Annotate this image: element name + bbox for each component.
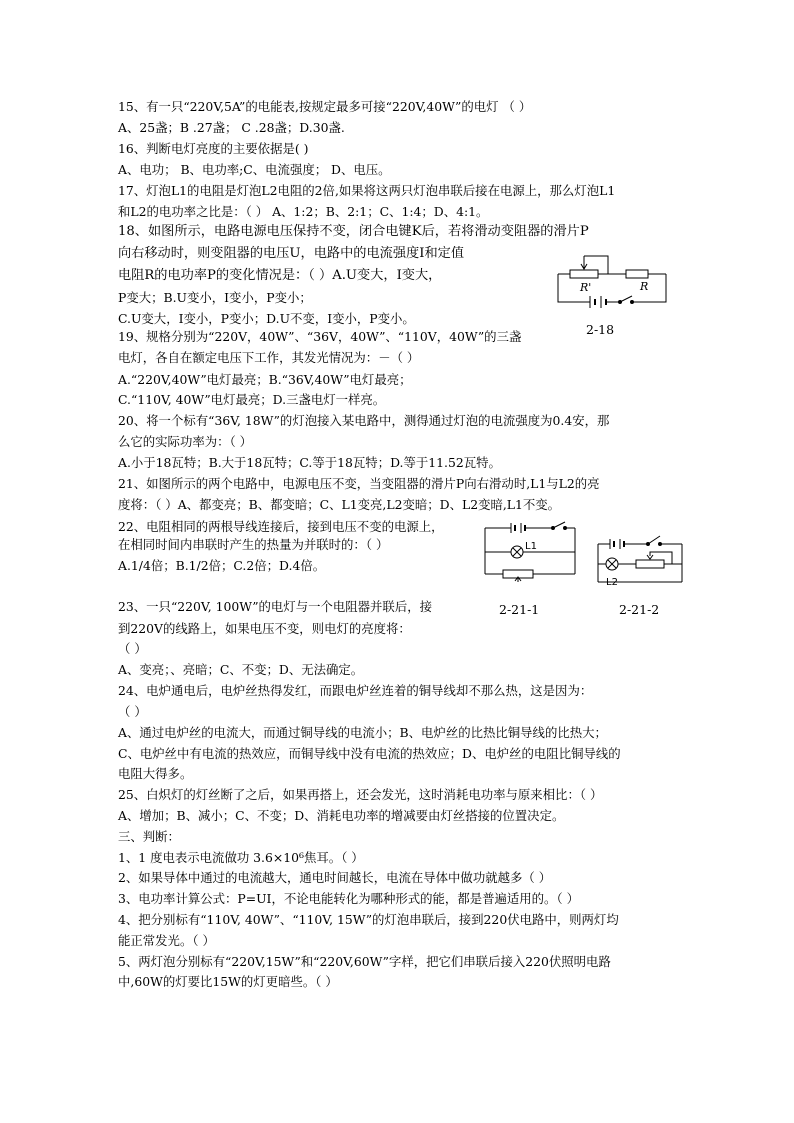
q22-line-1: 22、电阻相同的两根导线连接后，接到电压不变的电源上，	[118, 519, 444, 534]
q23-options: A、变亮；、亮暗；C、不变；D、无法确定。	[118, 662, 364, 677]
section-judgement-heading: 三、判断：	[118, 829, 180, 844]
judge-5-line-1: 5、两灯泡分别标有“220V,15W”和“220V,60W”字样，把它们串联后接入220伏照明电路	[118, 954, 611, 969]
label-r: R	[640, 280, 649, 293]
q23-line-3: （ ）	[118, 641, 147, 656]
circuit-figure-2-18	[548, 252, 676, 316]
q17-line-2: 和L2的电功率之比是：（ ） A、1:2；B、2:1；C、1:4；D、4:1。	[118, 204, 489, 219]
q22-options: A.1/4倍；B.1/2倍；C.2倍；D.4倍。	[118, 558, 326, 573]
figure-caption-2-21-1: 2-21-1	[499, 602, 540, 617]
judge-4-line-2: 能正常发光。（ ）	[118, 933, 215, 948]
label-r-prime: R'	[580, 281, 592, 294]
q20-line-2: 么它的实际功率为：（ ）	[118, 434, 253, 449]
label-l1: L1	[525, 541, 537, 552]
q24-options-2: C、电炉丝中有电流的热效应，而铜导线中没有电流的热效应；D、电炉丝的电阻比铜导线的	[118, 746, 621, 761]
q24-options-1: A、通过电炉丝的电流大，而通过铜导线的电流小；B、电炉丝的比热比铜导线的比热大；	[118, 725, 607, 740]
judge-1: 1、1 度电表示电流做功 3.6×10⁶焦耳。（ ）	[118, 850, 364, 865]
q19-options-2: C.“110V, 40W”电灯最亮；D.三盏电灯一样亮。	[118, 392, 386, 407]
q25-line-1: 25、白炽灯的灯丝断了之后，如果再搭上，还会发光，这时消耗电功率与原来相比：（ ）	[118, 787, 603, 802]
q25-options: A、增加；B、减小；C、不变；D、消耗电功率的增减要由灯丝搭接的位置决定。	[118, 808, 565, 823]
label-l2: L2	[606, 577, 618, 588]
q18-line-3: 电阻R的电功率P的变化情况是：（ ）A.U变大，I变大，	[118, 268, 442, 283]
q15-options: A、25盏；B .27盏； C .28盏；D.30盏.	[118, 120, 345, 135]
q19-options-1: A.“220V,40W”电灯最亮；B.“36V,40W”电灯最亮；	[118, 372, 412, 387]
q24-line-1: 24、电炉通电后，电炉丝热得发红，而跟电炉丝连着的铜导线却不那么热，这是因为：	[118, 683, 593, 698]
circuit-figure-2-21-1	[481, 520, 579, 584]
q18-line-4: P变大；B.U变小，I变小，P变小；	[118, 290, 312, 305]
circuit-2-21-2-diagram	[592, 528, 686, 598]
q18-line-5: C.U变大，I变小，P变小；D.U不变，I变小，P变小。	[118, 311, 415, 326]
q23-line-1: 23、一只“220V, 100W”的电灯与一个电阻器并联后，接	[118, 599, 432, 614]
q17-line-1: 17、灯泡L1的电阻是灯泡L2电阻的2倍,如果将这两只灯泡串联后接在电源上，那么灯泡L1	[118, 183, 616, 198]
judge-4-line-1: 4、把分别标有“110V, 40W”、“110V, 15W”的灯泡串联后，接到220伏电路中，则两灯均	[118, 912, 619, 927]
circuit-figure-2-21-2	[592, 528, 686, 598]
q20-line-1: 20、将一个标有“36V, 18W”的灯泡接入某电路中，测得通过灯泡的电流强度为0.4安，那	[118, 413, 610, 428]
figure-caption-2-18: 2-18	[586, 322, 615, 337]
q24-options-3: 电阻大得多。	[118, 766, 193, 781]
q18-line-2: 向右移动时，则变阻器的电压U，电路中的电流强度I和定值	[118, 246, 465, 261]
q19-line-2: 电灯，各自在额定电压下工作，其发光情况为：－（ ）	[118, 350, 420, 365]
q18-line-1: 18、如图所示，电路电源电压保持不变，闭合电键K后，若将滑动变阻器的滑片P	[118, 224, 589, 239]
q19-line-1: 19、规格分别为“220V，40W”、“36V，40W”、“110V，40W”的三盏	[118, 329, 522, 344]
q24-line-2: （ ）	[118, 704, 147, 719]
q21-line-2: 度将：（ ）A、都变亮；B、都变暗；C、L1变亮,L2变暗；D、L2变暗,L1不变。	[118, 497, 561, 512]
q15-line-1: 15、有一只“220V,5A”的电能表,按规定最多可接“220V,40W”的电灯 （ ）	[118, 99, 532, 114]
judge-3: 3、电功率计算公式：P=UI，不论电能转化为哪种形式的能，都是普遍适用的。（ ）	[118, 891, 579, 906]
q16-options: A、电功； B、电功率;C、电流强度； D、电压。	[118, 162, 391, 177]
q16-line-1: 16、判断电灯亮度的主要依据是( )	[118, 141, 309, 156]
circuit-2-18-diagram	[548, 252, 676, 316]
judge-5-line-2: 中,60W的灯要比15W的灯更暗些。（ ）	[118, 974, 338, 989]
q20-options: A.小于18瓦特；B.大于18瓦特；C.等于18瓦特；D.等于11.52瓦特。	[118, 455, 501, 470]
judge-2: 2、如果导体中通过的电流越大，通电时间越长，电流在导体中做功就越多（ ）	[118, 870, 552, 885]
q21-line-1: 21、如图所示的两个电路中，电源电压不变，当变阻器的滑片P向右滑动时,L1与L2的亮	[118, 476, 600, 491]
q23-line-2: 到220V的线路上，如果电压不变，则电灯的亮度将：	[118, 621, 411, 636]
figure-caption-2-21-2: 2-21-2	[619, 602, 660, 617]
q22-line-2: 在相同时间内串联时产生的热量为并联时的：（ ）	[118, 537, 389, 552]
circuit-2-21-1-diagram	[481, 520, 579, 584]
